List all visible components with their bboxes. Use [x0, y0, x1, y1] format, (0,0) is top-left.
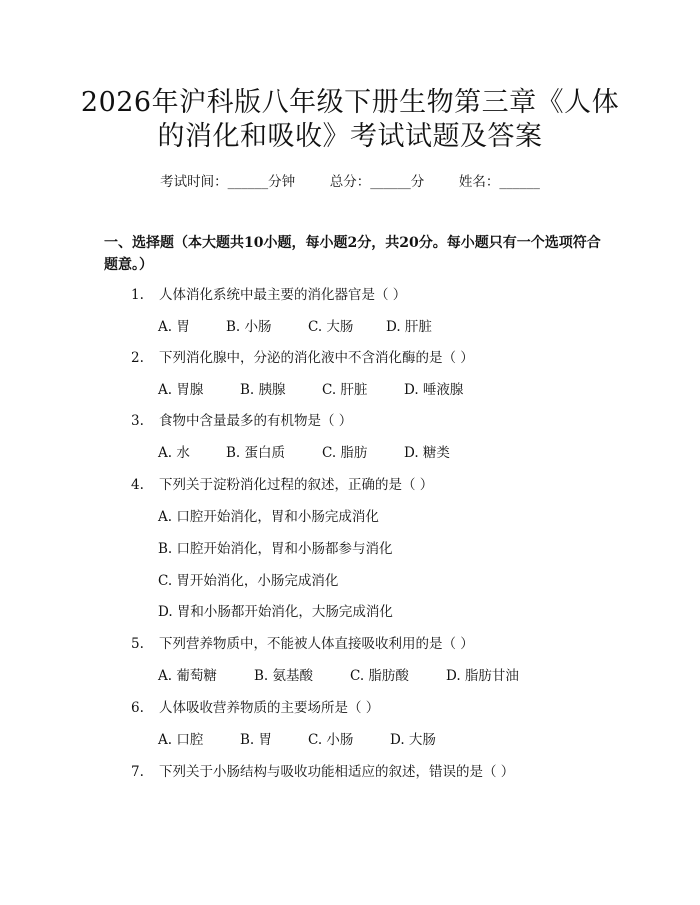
question-number: 1.	[131, 287, 144, 303]
question-text: 下列关于小肠结构与吸收功能相适应的叙述，错误的是（ ）	[159, 764, 515, 780]
option-b: B. 氨基酸	[254, 668, 314, 684]
option-b: B. 小肠	[226, 319, 272, 335]
question-text: 人体吸收营养物质的主要场所是（ ）	[159, 700, 380, 716]
question-6-options	[158, 728, 436, 748]
exam-score-field: 总分：______分	[329, 174, 425, 190]
option-d: D. 糖类	[404, 445, 450, 461]
question-4	[131, 473, 433, 493]
question-7	[131, 760, 514, 780]
question-6	[131, 696, 379, 716]
question-number: 3.	[131, 413, 144, 429]
option-a: A. 胃	[158, 319, 190, 335]
document-title-line-1: 2026年沪科版八年级下册生物第三章《人体	[80, 87, 620, 118]
question-2	[131, 346, 474, 366]
option-d: D. 唾液腺	[404, 382, 464, 398]
option-c: C. 脂肪酸	[350, 668, 409, 684]
option-a: A. 口腔	[158, 732, 204, 748]
option-c: C. 胃开始消化，小肠完成消化	[158, 573, 339, 589]
question-text: 下列营养物质中，不能被人体直接吸收利用的是（ ）	[159, 636, 474, 652]
exam-info	[0, 170, 700, 190]
question-5-options	[158, 664, 519, 684]
option-c: C. 肝脏	[322, 382, 368, 398]
option-c: C. 小肠	[308, 732, 354, 748]
question-5	[131, 632, 474, 652]
question-text: 下列关于淀粉消化过程的叙述，正确的是（ ）	[159, 477, 434, 493]
option-b: B. 胃	[240, 732, 273, 748]
exam-name-field: 姓名：______	[458, 174, 540, 190]
option-b: B. 蛋白质	[226, 445, 286, 461]
option-a: A. 水	[158, 445, 190, 461]
question-text: 食物中含量最多的有机物是（ ）	[159, 413, 353, 429]
question-1	[131, 283, 406, 303]
section-heading: 一、选择题（本大题共10小题，每小题2分，共20分。每小题只有一个选项符合题意。）	[104, 235, 601, 273]
option-a: A. 胃腺	[158, 382, 204, 398]
option-c: C. 大肠	[308, 319, 354, 335]
question-1-options	[158, 315, 432, 335]
option-b: B. 口腔开始消化，胃和小肠都参与消化	[158, 541, 393, 557]
option-a: A. 口腔开始消化，胃和小肠完成消化	[158, 509, 379, 525]
option-d: D. 大肠	[390, 732, 436, 748]
option-d: D. 肝脏	[386, 319, 432, 335]
option-d: D. 脂肪甘油	[446, 668, 519, 684]
exam-time-field: 考试时间：______分钟	[160, 174, 296, 190]
question-number: 7.	[131, 764, 144, 780]
question-number: 4.	[131, 477, 144, 493]
document-title-line-2: 的消化和吸收》考试试题及答案	[157, 121, 543, 152]
question-number: 5.	[131, 636, 144, 652]
option-a: A. 葡萄糖	[158, 668, 217, 684]
question-text: 人体消化系统中最主要的消化器官是（ ）	[159, 287, 407, 303]
question-number: 2.	[131, 350, 144, 366]
option-d: D. 胃和小肠都开始消化，大肠完成消化	[158, 604, 393, 620]
option-c: C. 脂肪	[322, 445, 368, 461]
question-3	[131, 409, 352, 429]
question-3-options	[158, 441, 450, 461]
option-b: B. 胰腺	[240, 382, 286, 398]
question-2-options	[158, 378, 463, 398]
question-text: 下列消化腺中，分泌的消化液中不含消化酶的是（ ）	[159, 350, 474, 366]
question-number: 6.	[131, 700, 144, 716]
